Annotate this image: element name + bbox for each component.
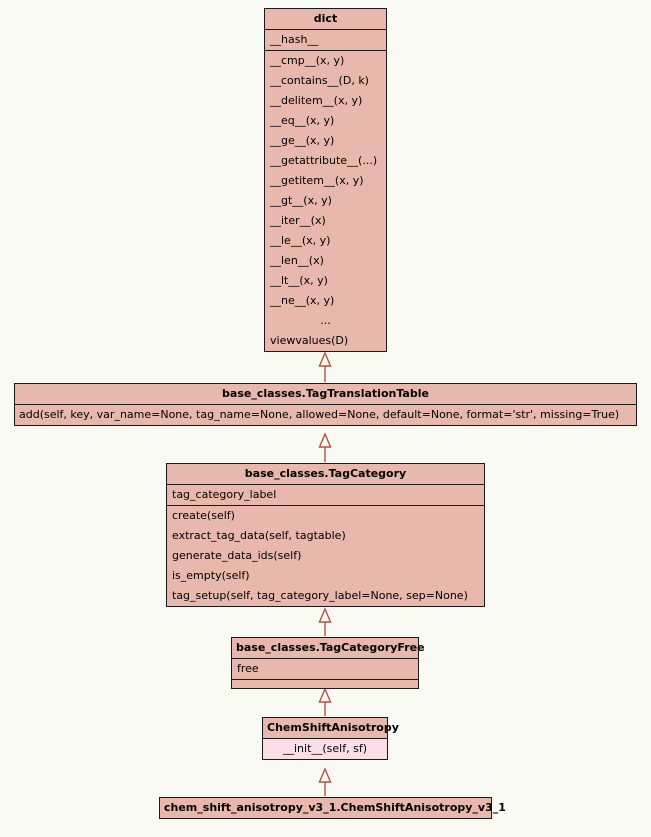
class-methods [265,51,386,351]
method-row: add(self, key, var_name=None, tag_name=None, allowed=None, default=None, format='str', missing=True) [19,408,620,421]
uml-class-tagcategory[interactable] [166,463,485,607]
method-row: __delitem__(x, y) [270,94,363,107]
method-row-ellipsis: ... [320,314,331,327]
method-row: __getattribute__(...) [270,154,378,167]
uml-class-chemshiftanisotropy[interactable] [262,717,399,760]
method-row: extract_tag_data(self, tagtable) [172,529,346,542]
attribute-row: tag_category_label [172,488,277,501]
class-methods [15,405,636,425]
class-title: ChemShiftAnisotropy [263,718,387,739]
method-row: __ne__(x, y) [270,294,335,307]
method-row: viewvalues(D) [270,334,349,347]
class-methods [232,680,418,688]
class-title: base_classes.TagTranslationTable [15,384,636,405]
method-row: generate_data_ids(self) [172,549,302,562]
method-row: __cmp__(x, y) [270,54,345,67]
method-row: __ge__(x, y) [270,134,335,147]
class-title: chem_shift_anisotropy_v3_1.ChemShiftAnisotropy_v3_1 [164,801,506,814]
class-attributes [265,30,386,51]
method-row: create(self) [172,509,235,522]
method-row: __contains__(D, k) [270,74,369,87]
method-row: __eq__(x, y) [270,114,335,127]
uml-class-chemshiftanisotropy-v3-1[interactable] [159,797,506,819]
class-methods [167,506,484,606]
method-row: __len__(x) [270,254,324,267]
attribute-row: __init__(self, sf) [282,742,367,755]
method-row: __le__(x, y) [270,234,331,247]
uml-class-tagcategoryfree[interactable] [231,637,425,689]
method-row: __lt__(x, y) [270,274,328,287]
class-title: base_classes.TagCategoryFree [232,638,418,659]
attribute-row: __hash__ [270,33,319,46]
class-attributes [167,485,484,506]
class-title: dict [265,9,386,30]
method-row: __gt__(x, y) [270,194,332,207]
uml-class-dict[interactable] [264,8,387,352]
attribute-row: free [237,662,259,675]
uml-class-tagtranslationtable[interactable] [14,383,637,426]
class-title: base_classes.TagCategory [167,464,484,485]
method-row: __iter__(x) [270,214,326,227]
method-row: tag_setup(self, tag_category_label=None, sep=None) [172,589,468,602]
method-row: __getitem__(x, y) [270,174,364,187]
method-row: is_empty(self) [172,569,250,582]
class-attributes [263,739,387,759]
class-attributes [232,659,418,680]
